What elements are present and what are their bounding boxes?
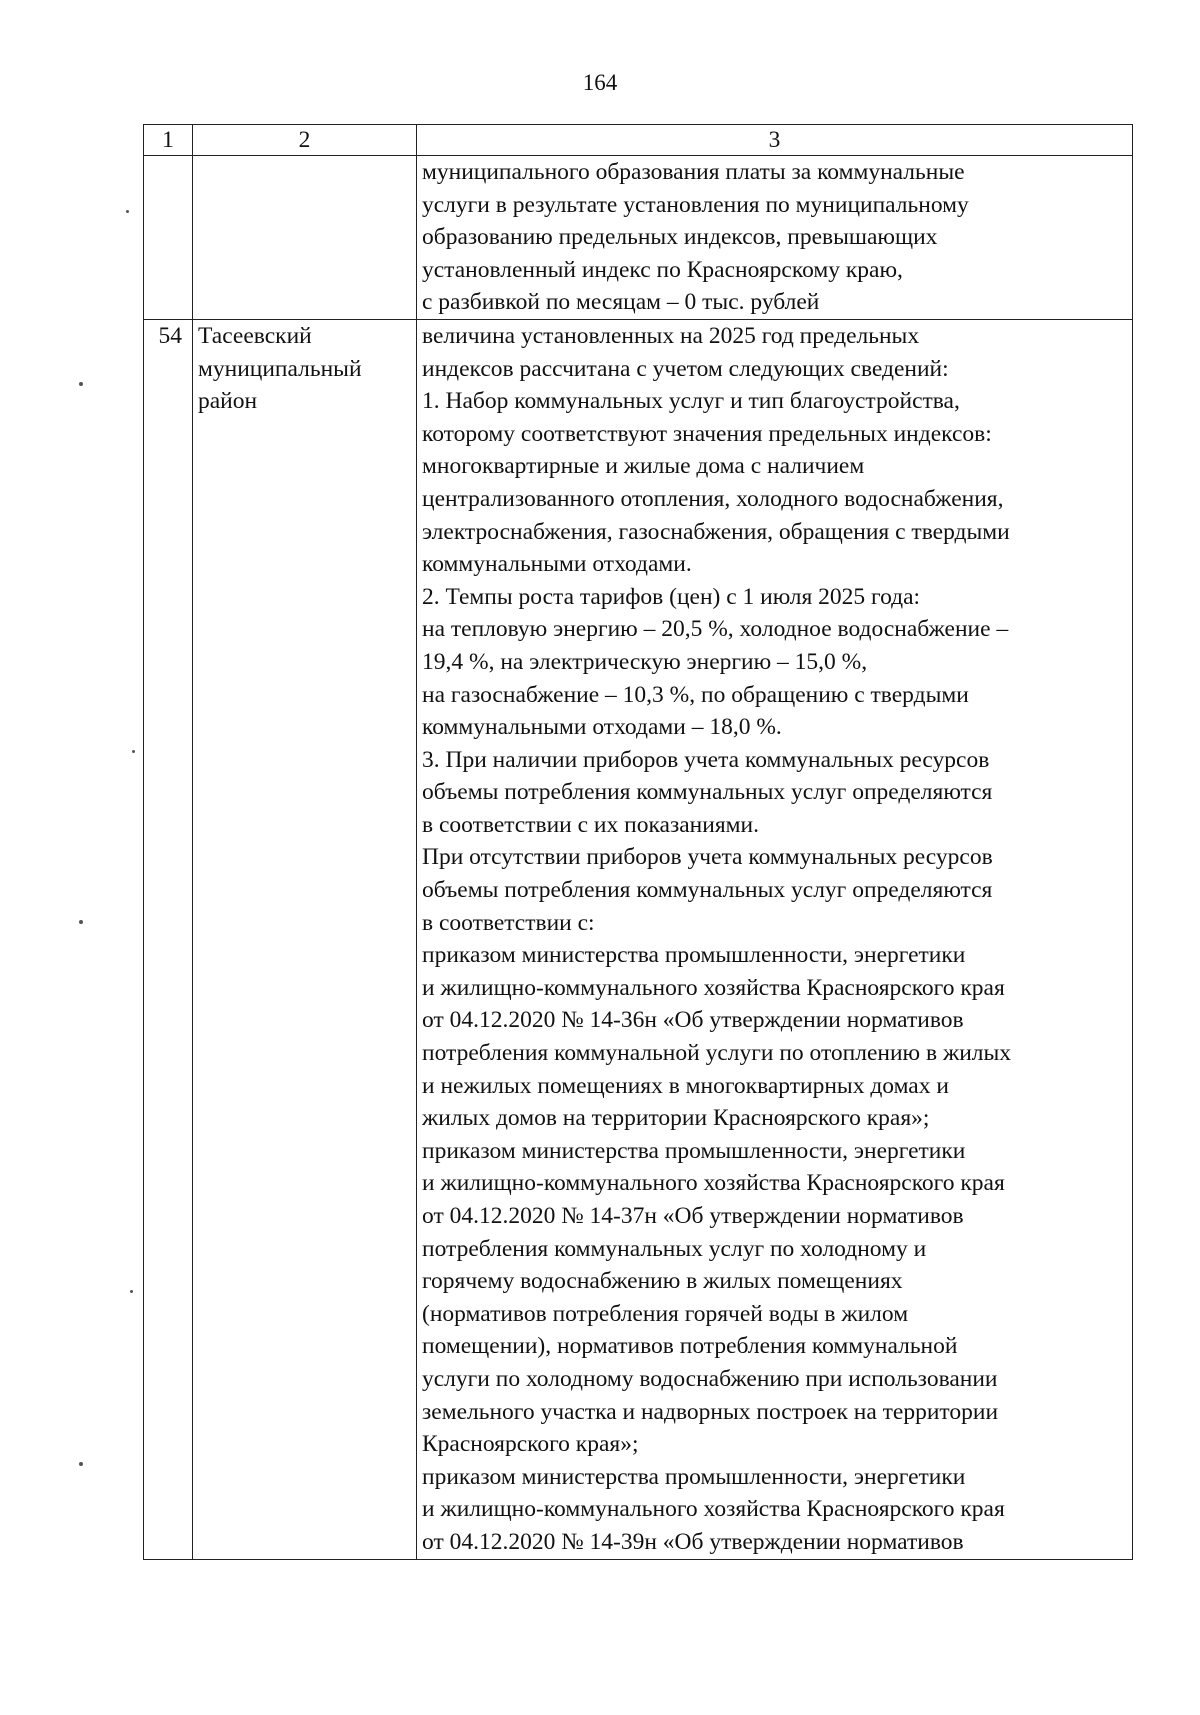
text-line: от 04.12.2020 № 14-36н «Об утверждении нормативов [422, 1007, 964, 1034]
municipality-name-line: муниципальный [198, 355, 362, 382]
text-line: в соответствии с: [422, 909, 595, 936]
text-line: приказом министерства промышленности, энергетики [422, 1137, 966, 1164]
page-number: 164 [582, 70, 618, 95]
column-header-3: 3 [417, 125, 1133, 156]
text-line: и жилищно-коммунального хозяйства Красноярского края [422, 1496, 1005, 1523]
continuation-row [144, 156, 1133, 320]
text-line: коммунальными отходами. [422, 551, 692, 578]
text-line: приказом министерства промышленности, энергетики [422, 942, 966, 969]
text-line: и нежилых помещениях в многоквартирных домах и [422, 1072, 949, 1099]
column-header-2: 2 [193, 125, 417, 156]
scan-speck [130, 1290, 133, 1293]
text-line: от 04.12.2020 № 14-39н «Об утверждении нормативов [422, 1528, 964, 1555]
scan-speck [132, 750, 135, 753]
text-line: образованию предельных индексов, превышающих [422, 224, 938, 251]
text-line: централизованного отопления, холодного водоснабжения, [422, 485, 1004, 512]
text-line: и жилищно-коммунального хозяйства Красноярского края [422, 1170, 1005, 1197]
text-line: с разбивкой по месяцам – 0 тыс. рублей [422, 289, 820, 316]
text-line: 1. Набор коммунальных услуг и тип благоустройства, [422, 388, 960, 415]
column-header-1: 1 [144, 125, 193, 156]
text-line: индексов рассчитана с учетом следующих сведений: [422, 355, 949, 382]
table-header-row [144, 125, 1133, 156]
text-line: услуги в результате установления по муниципальному [422, 191, 969, 218]
text-line: земельного участка и надворных построек на территории [422, 1398, 999, 1425]
text-line: которому соответствуют значения предельных индексов: [422, 420, 992, 447]
row-number: 54 [144, 319, 193, 1559]
text-line: горячему водоснабжению в жилых помещениях [422, 1268, 903, 1295]
municipality-name-line: Тасеевский [198, 322, 312, 349]
text-line: электроснабжения, газоснабжения, обращения с твердыми [422, 518, 1010, 545]
text-line: на тепловую энергию – 20,5 %, холодное водоснабжение – [422, 616, 1009, 643]
text-line: 19,4 %, на электрическую энергию – 15,0 %, [422, 648, 868, 675]
text-line: на газоснабжение – 10,3 %, по обращению с твердыми [422, 681, 969, 708]
text-line: от 04.12.2020 № 14-37н «Об утверждении нормативов [422, 1203, 964, 1229]
text-line: (нормативов потребления горячей воды в жилом [422, 1300, 909, 1327]
municipality-name-cell [193, 319, 417, 1559]
text-line: помещении), нормативов потребления коммунальной [422, 1333, 958, 1360]
text-line: 3. При наличии приборов учета коммунальных ресурсов [422, 746, 990, 773]
text-line: муниципального образования платы за коммунальные [422, 159, 965, 185]
text-line: и жилищно-коммунального хозяйства Красноярского края [422, 974, 1005, 1001]
continuation-text-cell [417, 156, 1133, 320]
municipality-name-line: район [198, 388, 258, 415]
document-table [143, 124, 1133, 1560]
text-line: установленный индекс по Красноярскому краю, [422, 256, 903, 283]
continuation-name-cell [193, 156, 417, 320]
text-line: При отсутствии приборов учета коммунальных ресурсов [422, 844, 993, 871]
text-line: потребления коммунальной услуги по отоплению в жилых [422, 1040, 1012, 1067]
text-line: многоквартирные и жилые дома с наличием [422, 453, 865, 480]
scan-speck [79, 920, 83, 924]
text-line: объемы потребления коммунальных услуг определяются [422, 779, 993, 806]
text-line: Красноярского края»; [422, 1431, 639, 1458]
scan-speck [126, 210, 129, 213]
scan-speck [79, 382, 83, 386]
text-line: приказом министерства промышленности, энергетики [422, 1463, 966, 1490]
text-line: услуги по холодному водоснабжению при использовании [422, 1365, 998, 1392]
text-line: жилых домов на территории Красноярского края»; [422, 1105, 930, 1132]
continuation-number-cell [144, 156, 193, 320]
row-content-cell [417, 319, 1133, 1559]
scan-speck [79, 1462, 83, 1466]
text-line: объемы потребления коммунальных услуг определяются [422, 877, 993, 904]
text-line: коммунальными отходами – 18,0 %. [422, 714, 782, 741]
text-line: в соответствии с их показаниями. [422, 811, 759, 838]
text-line: 2. Темпы роста тарифов (цен) с 1 июля 2025 года: [422, 583, 921, 610]
text-line: величина установленных на 2025 год предельных [422, 322, 920, 349]
table-row-54 [144, 319, 1133, 1559]
text-line: потребления коммунальных услуг по холодному и [422, 1235, 927, 1262]
